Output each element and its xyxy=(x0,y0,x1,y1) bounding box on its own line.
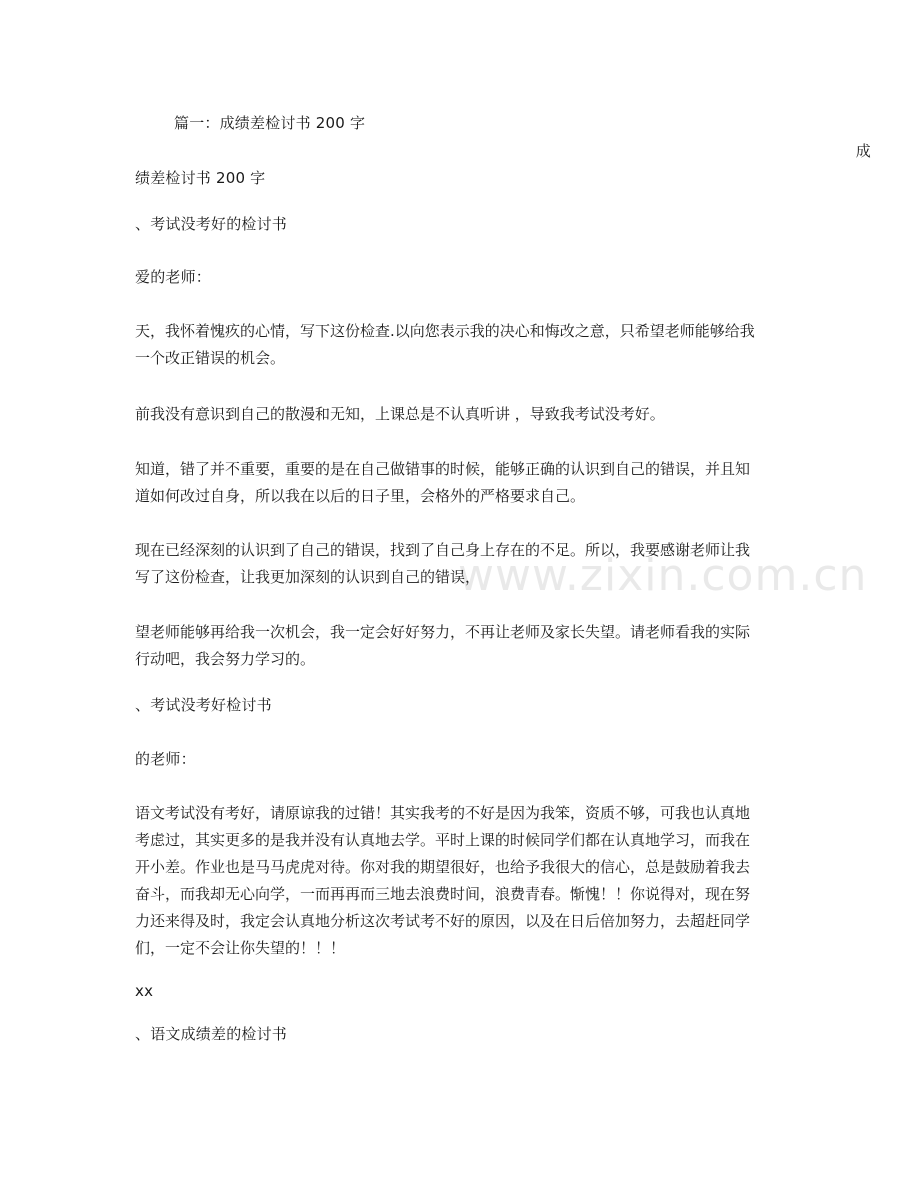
paragraph-line: 天，我怀着愧疚的心情，写下这份检查.以向您表示我的决心和悔改之意，只希望老师能够给我 xyxy=(135,322,755,340)
paragraph-line: 力还来得及时，我定会认真地分析这次考试考不好的原因，以及在日后倍加努力，去超赶同学 xyxy=(135,912,751,930)
paragraph-5 xyxy=(135,619,787,673)
paragraph-4 xyxy=(135,537,787,591)
paragraph-3 xyxy=(135,456,787,510)
paragraph-line: 奋斗，而我却无心向学，一而再再而三地去浪费时间，浪费青春。惭愧！！你说得对，现在努 xyxy=(135,885,751,903)
document-subtitle: 绩差检讨书 200 字 xyxy=(135,169,266,187)
paragraph-1 xyxy=(135,318,787,372)
paragraph-6 xyxy=(135,800,787,962)
paragraph-line: 道如何改过自身，所以我在以后的日子里，会格外的严格要求自己。 xyxy=(135,487,586,505)
heading-fragment: 成 xyxy=(855,142,871,160)
paragraph-2 xyxy=(135,401,787,428)
watermark: www.zixin.com.cn xyxy=(458,550,868,601)
paragraph-line: 前我没有意识到自己的散漫和无知，上课总是不认真听讲 ，导致我考试没考好。 xyxy=(135,405,665,423)
paragraph-line: 一个改正错误的机会。 xyxy=(135,349,286,367)
document-heading: 篇一：成绩差检讨书 200 字 xyxy=(174,114,366,132)
section-title-1: 、考试没考好的检讨书 xyxy=(135,215,288,233)
greeting-1: 爱的老师： xyxy=(135,268,212,286)
paragraph-line: 写了这份检查，让我更加深刻的认识到自己的错误， xyxy=(135,568,481,586)
paragraph-line: 考虑过，其实更多的是我并没有认真地去学。平时上课的时候同学们都在认真地学习，而我在 xyxy=(135,831,751,849)
greeting-2: 的老师： xyxy=(135,750,196,768)
paragraph-line: 行动吧，我会努力学习的。 xyxy=(135,650,316,668)
paragraph-line: 望老师能够再给我一次机会，我一定会好好努力，不再让老师及家长失望。请老师看我的实际 xyxy=(135,623,751,641)
paragraph-line: 知道，错了并不重要，重要的是在自己做错事的时候，能够正确的认识到自己的错误，并且知 xyxy=(135,460,751,478)
section-title-2: 、考试没考好检讨书 xyxy=(135,696,272,714)
signature: xx xyxy=(135,982,154,1000)
paragraph-line: 现在已经深刻的认识到了自己的错误，找到了自己身上存在的不足。所以，我要感谢老师让我 xyxy=(135,541,751,559)
section-title-3: 、语文成绩差的检讨书 xyxy=(135,1025,288,1043)
paragraph-line: 语文考试没有考好，请原谅我的过错！其实我考的不好是因为我笨，资质不够，可我也认真地 xyxy=(135,804,751,822)
paragraph-line: 们，一定不会让你失望的！！！ xyxy=(135,939,346,957)
paragraph-line: 开小差。作业也是马马虎虎对待。你对我的期望很好，也给予我很大的信心，总是鼓励着我去 xyxy=(135,858,751,876)
